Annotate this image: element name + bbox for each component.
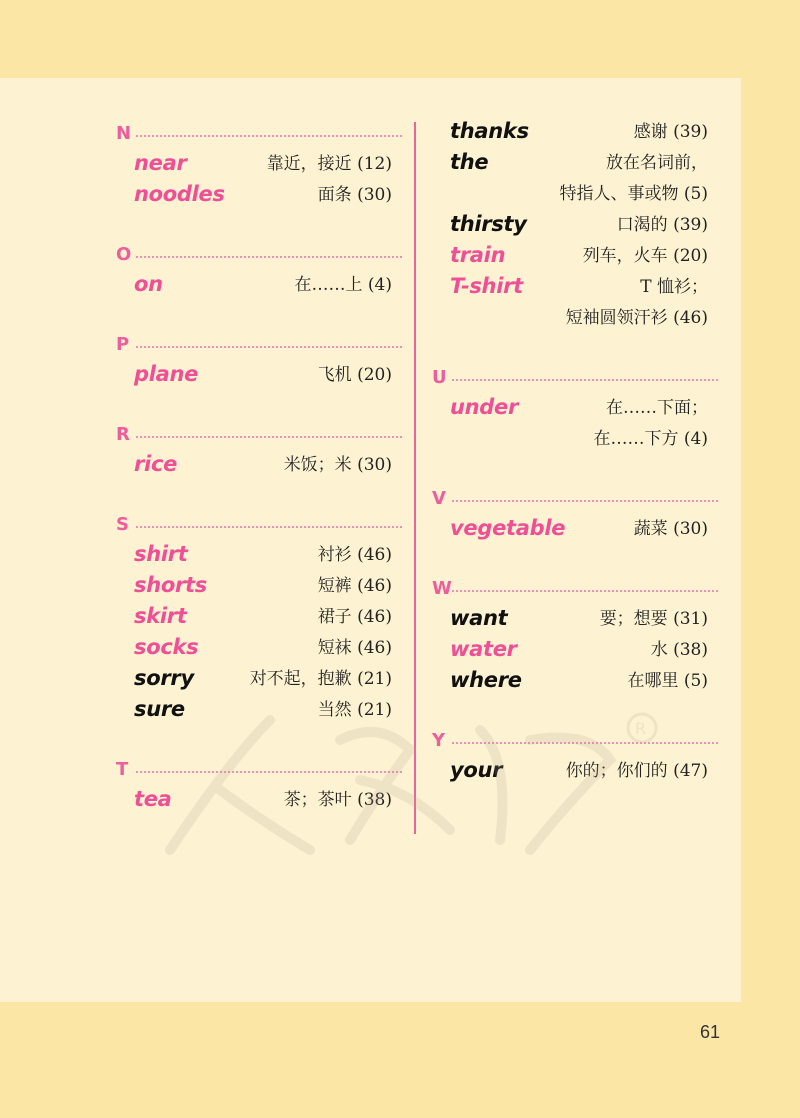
section-header-u bbox=[432, 368, 718, 388]
entry-word-sorry: sorry bbox=[134, 666, 194, 690]
entry-word-sure: sure bbox=[134, 697, 185, 721]
section-letter: W bbox=[432, 578, 452, 599]
entry-definition: 衬衫 (46) bbox=[317, 545, 392, 565]
dotted-leader bbox=[136, 436, 402, 438]
section-letter: V bbox=[432, 488, 446, 509]
dotted-leader bbox=[452, 500, 718, 502]
entry-word-t-shirt: T-shirt bbox=[450, 274, 523, 298]
section-letter: R bbox=[116, 424, 130, 445]
dotted-leader bbox=[136, 771, 402, 773]
section-header-y bbox=[432, 731, 718, 751]
entry-definition: 水 (38) bbox=[650, 640, 708, 660]
section-header-r bbox=[116, 425, 402, 445]
entry-definition: 蔬菜 (30) bbox=[633, 519, 708, 539]
entry-word-shorts: shorts bbox=[134, 573, 207, 597]
entry-word-thirsty: thirsty bbox=[450, 212, 527, 236]
section-header-p bbox=[116, 335, 402, 355]
entry-definition: 面条 (30) bbox=[317, 185, 392, 205]
entry-word-shirt: shirt bbox=[134, 542, 188, 566]
entry-word-train: train bbox=[450, 243, 506, 267]
entry-word-water: water bbox=[450, 637, 517, 661]
entry-definition: 对不起，抱歉 (21) bbox=[249, 669, 392, 689]
page-number: 61 bbox=[700, 1022, 721, 1042]
dotted-leader bbox=[136, 135, 402, 137]
column-divider bbox=[414, 122, 416, 834]
section-letter: N bbox=[116, 123, 132, 144]
section-header-t bbox=[116, 760, 402, 780]
entry-word-plane: plane bbox=[134, 362, 199, 386]
entry-word-skirt: skirt bbox=[134, 604, 187, 628]
section-header-o bbox=[116, 245, 402, 265]
entry-definition: 在……上 (4) bbox=[294, 275, 392, 295]
entry-definition: 特指人、事或物 (5) bbox=[559, 184, 708, 204]
entry-definition: 在哪里 (5) bbox=[627, 671, 708, 691]
dotted-leader bbox=[136, 526, 402, 528]
entry-word-want: want bbox=[450, 606, 508, 630]
entry-definition: 米饭；米 (30) bbox=[283, 455, 392, 475]
section-letter: U bbox=[432, 367, 447, 388]
entry-definition: 要；想要 (31) bbox=[599, 609, 708, 629]
entry-word-socks: socks bbox=[134, 635, 199, 659]
entry-word-where: where bbox=[450, 668, 522, 692]
entry-word-near: near bbox=[134, 151, 187, 175]
section-header-w bbox=[432, 579, 718, 599]
entry-definition: 短袖圆领汗衫 (46) bbox=[565, 308, 708, 328]
dotted-leader bbox=[452, 742, 718, 744]
entry-word-the: the bbox=[450, 150, 489, 174]
entry-definition: 当然 (21) bbox=[317, 700, 392, 720]
dotted-leader bbox=[452, 590, 718, 592]
section-letter: S bbox=[116, 514, 129, 535]
section-header-v bbox=[432, 489, 718, 509]
entry-definition: 在……下方 (4) bbox=[593, 429, 708, 449]
dotted-leader bbox=[452, 379, 718, 381]
entry-definition: 放在名词前， bbox=[606, 153, 708, 173]
entry-word-noodles: noodles bbox=[134, 182, 225, 206]
entry-definition: 飞机 (20) bbox=[317, 365, 392, 385]
entry-word-under: under bbox=[450, 395, 519, 419]
entry-definition: 感谢 (39) bbox=[633, 122, 708, 142]
entry-word-vegetable: vegetable bbox=[450, 516, 566, 540]
section-letter: P bbox=[116, 334, 130, 355]
section-letter: O bbox=[116, 244, 132, 265]
entry-definition: 靠近，接近 (12) bbox=[266, 154, 392, 174]
entry-word-rice: rice bbox=[134, 452, 178, 476]
entry-definition: 列车，火车 (20) bbox=[582, 246, 708, 266]
dotted-leader bbox=[136, 256, 402, 258]
section-letter: T bbox=[116, 759, 129, 780]
entry-definition: 茶；茶叶 (38) bbox=[283, 790, 392, 810]
entry-definition: 口渴的 (39) bbox=[616, 215, 708, 235]
entry-word-tea: tea bbox=[134, 787, 172, 811]
entry-word-on: on bbox=[134, 272, 163, 296]
section-header-s bbox=[116, 515, 402, 535]
entry-definition: 裙子 (46) bbox=[317, 607, 392, 627]
entry-definition: 短袜 (46) bbox=[317, 638, 392, 658]
entry-definition: 你的；你们的 (47) bbox=[565, 761, 708, 781]
entry-definition: 短裤 (46) bbox=[317, 576, 392, 596]
section-header-n bbox=[116, 124, 402, 144]
section-letter: Y bbox=[432, 730, 446, 751]
entry-word-your: your bbox=[450, 758, 503, 782]
entry-word-thanks: thanks bbox=[450, 119, 529, 143]
entry-definition: 在……下面； bbox=[606, 398, 708, 418]
entry-definition: T 恤衫； bbox=[640, 277, 708, 297]
dotted-leader bbox=[136, 346, 402, 348]
